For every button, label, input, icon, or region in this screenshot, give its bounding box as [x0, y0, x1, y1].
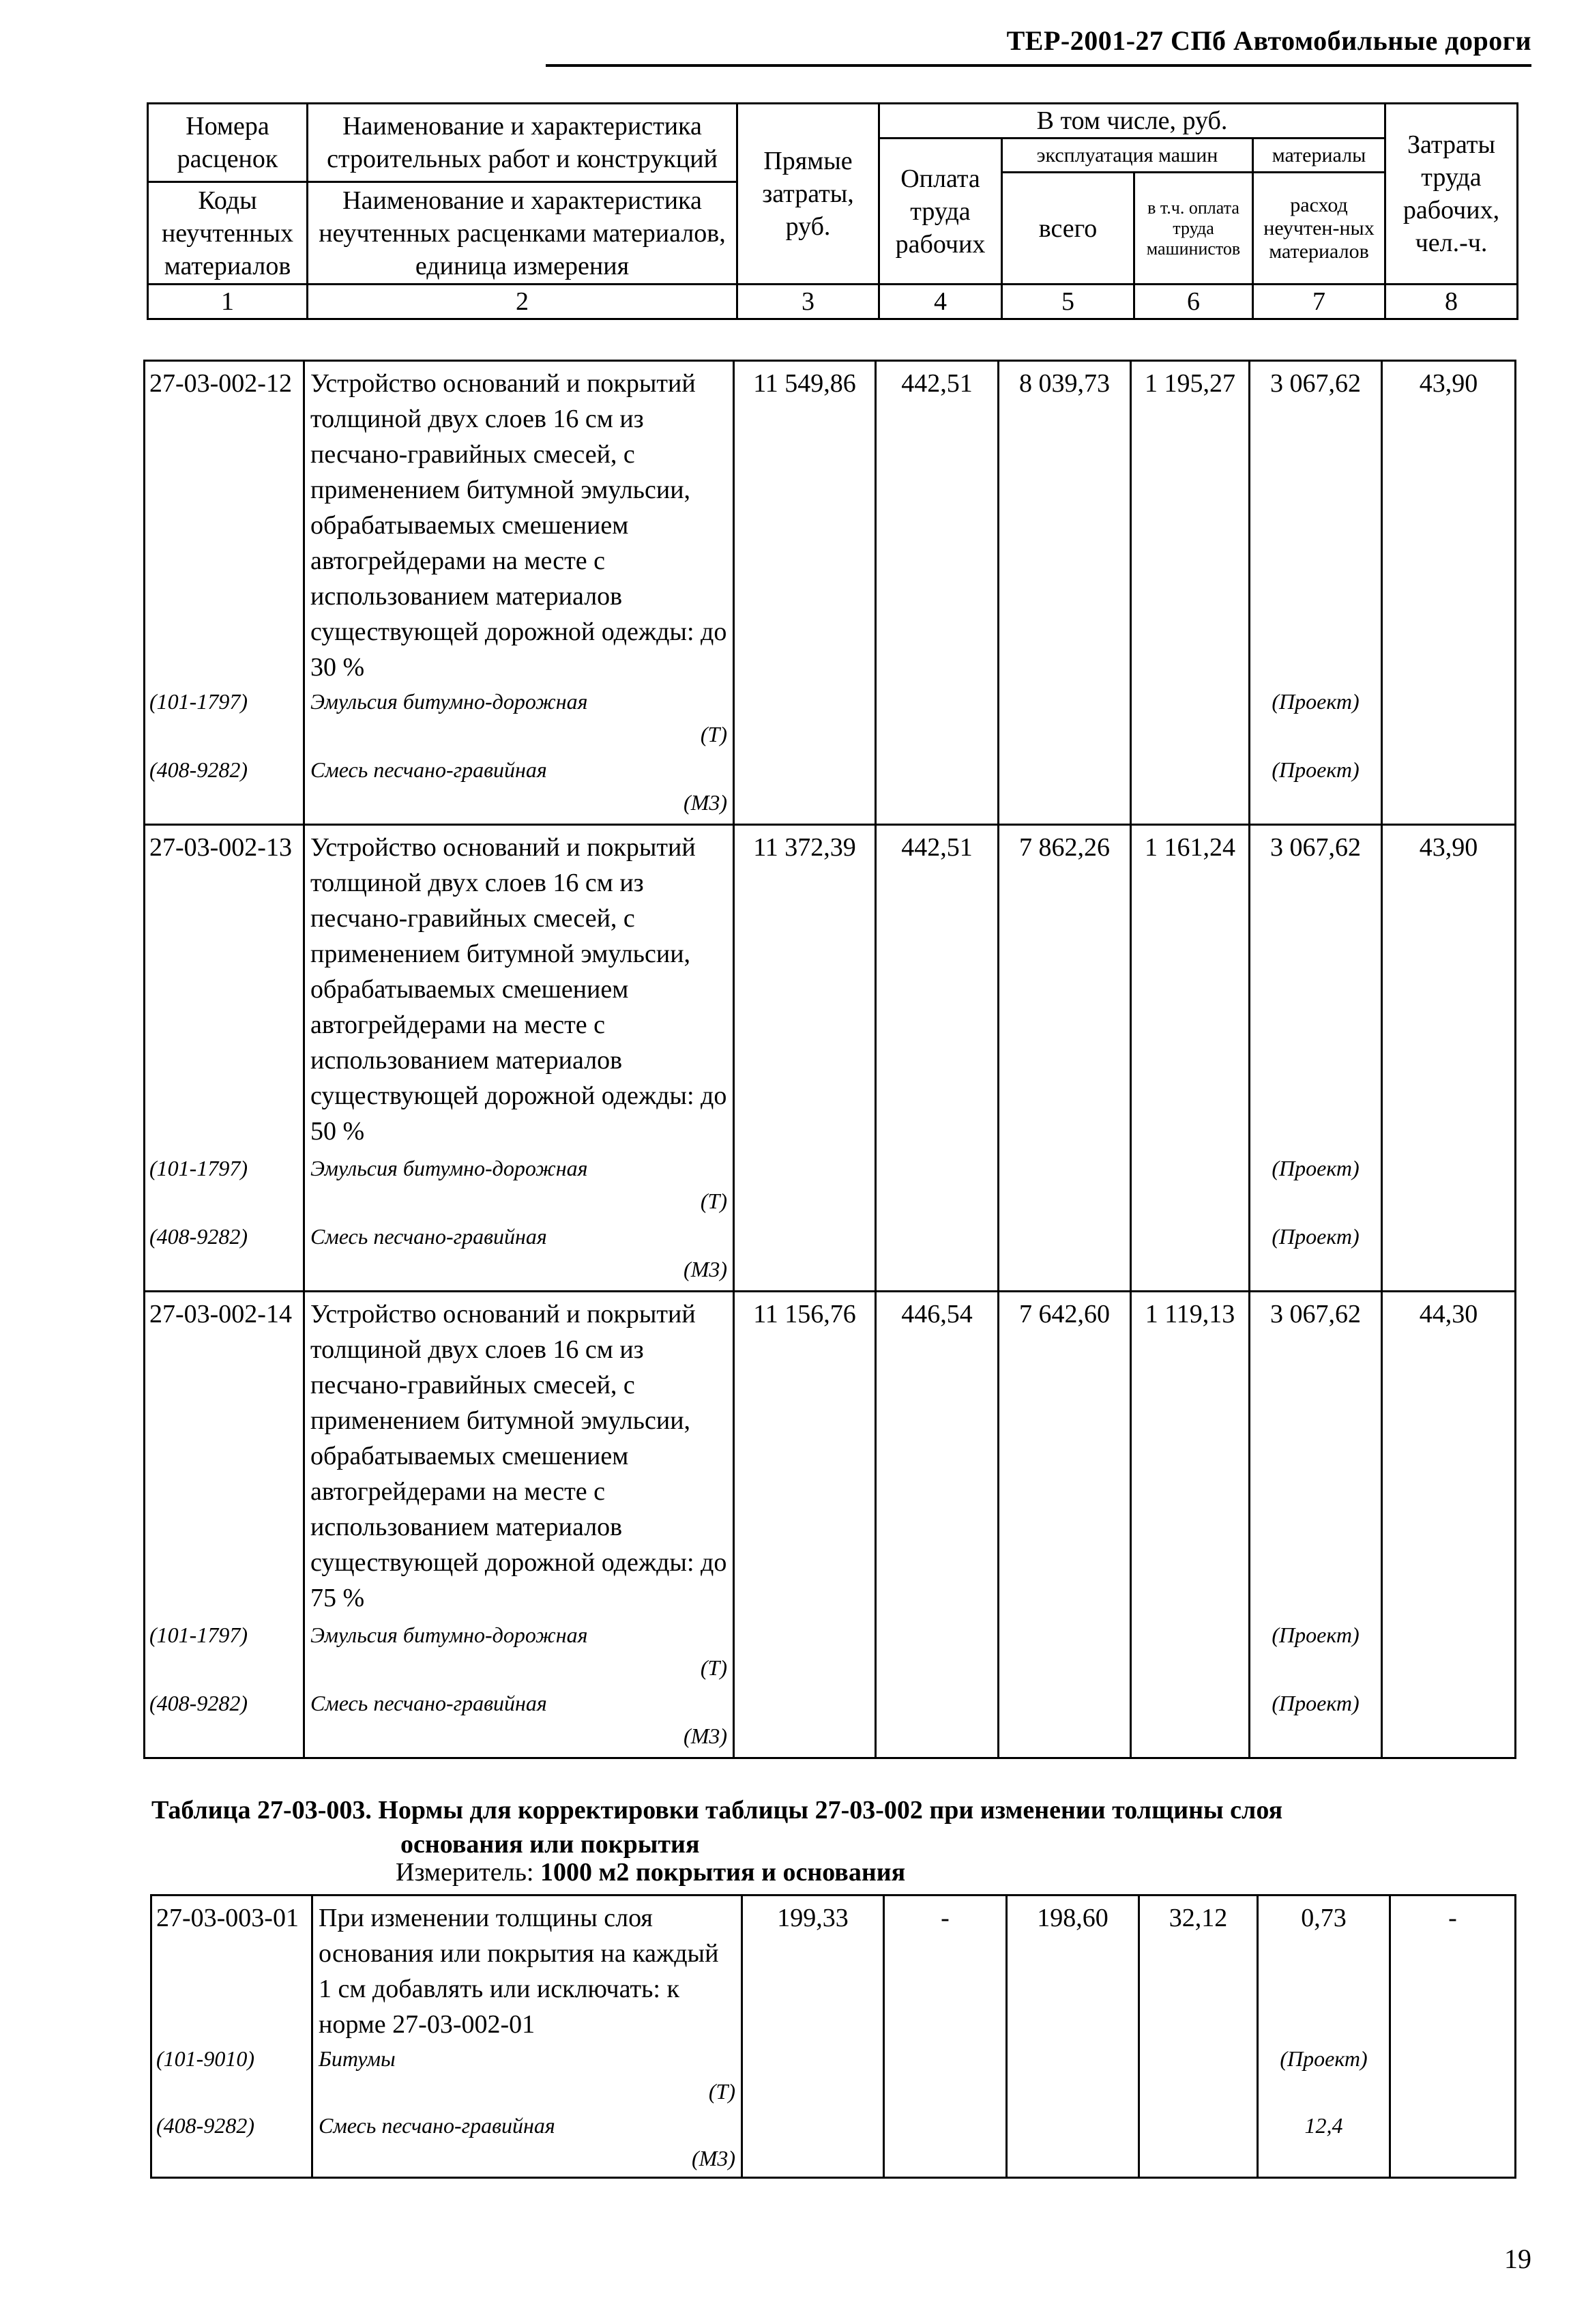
measure-line: [396, 1857, 905, 1887]
material-code: (408-9282): [151, 2109, 312, 2177]
col-materials-name-header: Наименование и характеристика неучтенных расценками материалов, единица измерения: [308, 182, 737, 285]
col-materials-sub-header: расход неучтен-ных материалов: [1253, 173, 1385, 285]
machines-total: 8 039,73: [999, 361, 1131, 686]
col-num-3: 3: [737, 285, 879, 319]
material-name: Смесь песчано-гравийная: [319, 2113, 555, 2138]
labor-hours: 44,30: [1382, 1291, 1516, 1618]
rates-table: [143, 360, 1516, 1759]
header-rule: [546, 64, 1531, 67]
material-code: (408-9282): [145, 1220, 304, 1291]
col-num-4: 4: [879, 285, 1002, 319]
direct-cost: 199,33: [742, 1895, 884, 2043]
material-name: Эмульсия битумно-дорожная: [310, 1623, 588, 1647]
material-code: (408-9282): [145, 1687, 304, 1758]
labor-pay: 442,51: [876, 824, 999, 1152]
material-value: (Проект): [1280, 2046, 1368, 2071]
material-name: Эмульсия битумно-дорожная: [310, 1156, 588, 1180]
labor-pay: -: [884, 1895, 1007, 2043]
machines-labor: 1 119,13: [1131, 1291, 1250, 1618]
material-unit: (М3): [684, 1724, 727, 1748]
material-unit: (Т): [708, 2079, 735, 2104]
col-num-8: 8: [1385, 285, 1518, 319]
material-row: [145, 1152, 1516, 1220]
material-row: [145, 1220, 1516, 1291]
materials-cost: 0,73: [1258, 1895, 1390, 2043]
table-row: [145, 1291, 1516, 1618]
direct-cost: 11 372,39: [734, 824, 876, 1152]
column-header-table: [147, 102, 1518, 320]
section-title-line2: основания или покрытия: [400, 1830, 700, 1859]
machines-labor: 32,12: [1139, 1895, 1258, 2043]
col-machines-total-header: всего: [1002, 173, 1134, 285]
material-unit: (М3): [692, 2146, 735, 2170]
document-header: ТЕР-2001-27 СПб Автомобильные дороги: [1006, 25, 1531, 56]
col-materials-header: материалы: [1253, 139, 1385, 173]
col-number-header: Номера расценок: [148, 104, 308, 182]
material-value: (Проект): [1272, 1156, 1360, 1180]
material-row: [145, 753, 1516, 824]
material-value: 12,4: [1304, 2113, 1343, 2138]
material-code: (101-9010): [151, 2042, 312, 2109]
table-row: [145, 361, 1516, 686]
col-num-6: 6: [1134, 285, 1253, 319]
page-number: 19: [1504, 2243, 1531, 2274]
col-including-header: В том числе, руб.: [879, 104, 1385, 139]
col-labor-pay-header: Оплата труда рабочих: [879, 139, 1002, 285]
material-name: Битумы: [319, 2046, 396, 2071]
measure-prefix: Измеритель:: [396, 1858, 540, 1887]
correction-table: [150, 1894, 1516, 2179]
material-unit: (Т): [700, 1655, 727, 1680]
labor-hours: 43,90: [1382, 361, 1516, 686]
col-num-7: 7: [1253, 285, 1385, 319]
direct-cost: 11 156,76: [734, 1291, 876, 1618]
machines-total: 7 642,60: [999, 1291, 1131, 1618]
material-code: (101-1797): [145, 685, 304, 753]
machines-labor: 1 161,24: [1131, 824, 1250, 1152]
rate-code: 27-03-002-13: [145, 824, 304, 1152]
table-row: [145, 824, 1516, 1152]
rate-code: 27-03-002-14: [145, 1291, 304, 1618]
material-name: Смесь песчано-гравийная: [310, 1691, 547, 1715]
material-unit: (Т): [700, 722, 727, 746]
materials-cost: 3 067,62: [1250, 824, 1382, 1152]
rate-description: Устройство оснований и покрытий толщиной двух слоев 16 см из песчано-гравийных смесей, с применением битумной эмульсии, обрабатываемых смешением автогрейдерами на месте с использованием материалов существующей дорожной одежды: до 30 %: [304, 361, 734, 686]
labor-pay: 446,54: [876, 1291, 999, 1618]
material-value: (Проект): [1272, 689, 1360, 714]
col-direct-header: Прямые затраты, руб.: [737, 104, 879, 285]
col-machines-header: эксплуатация машин: [1002, 139, 1253, 173]
material-value: (Проект): [1272, 1691, 1360, 1715]
material-row: [151, 2109, 1516, 2177]
col-machines-labor-header: в т.ч. оплата труда машинистов: [1134, 173, 1253, 285]
direct-cost: 11 549,86: [734, 361, 876, 686]
machines-labor: 1 195,27: [1131, 361, 1250, 686]
section-title-line1: Таблица 27-03-003. Нормы для корректировки таблицы 27-03-002 при изменении толщины слоя: [151, 1796, 1283, 1825]
table-row: [151, 1895, 1516, 2043]
labor-pay: 442,51: [876, 361, 999, 686]
machines-total: 198,60: [1007, 1895, 1139, 2043]
rate-code: 27-03-002-12: [145, 361, 304, 686]
col-name-header: Наименование и характеристика строительных работ и конструкций: [308, 104, 737, 182]
rate-code: 27-03-003-01: [151, 1895, 312, 2043]
material-code: (101-1797): [145, 1618, 304, 1687]
material-row: [145, 1618, 1516, 1687]
material-unit: (М3): [684, 1257, 727, 1281]
machines-total: 7 862,26: [999, 824, 1131, 1152]
materials-cost: 3 067,62: [1250, 361, 1382, 686]
material-value: (Проект): [1272, 757, 1360, 782]
material-unit: (М3): [684, 790, 727, 815]
col-codes-header: Коды неучтенных материалов: [148, 182, 308, 285]
labor-hours: 43,90: [1382, 824, 1516, 1152]
rate-description: Устройство оснований и покрытий толщиной двух слоев 16 см из песчано-гравийных смесей, с применением битумной эмульсии, обрабатываемых смешением автогрейдерами на месте с использованием материалов существующей дорожной одежды: до 75 %: [304, 1291, 734, 1618]
material-name: Смесь песчано-гравийная: [310, 1224, 547, 1249]
material-row: [151, 2042, 1516, 2109]
material-row: [145, 1687, 1516, 1758]
materials-cost: 3 067,62: [1250, 1291, 1382, 1618]
material-unit: (Т): [700, 1189, 727, 1213]
col-labor-hours-header: Затраты труда рабочих, чел.-ч.: [1385, 104, 1518, 285]
material-code: (408-9282): [145, 753, 304, 824]
col-num-2: 2: [308, 285, 737, 319]
rate-description: При изменении толщины слоя основания или покрытия на каждый 1 см добавлять или исключать: к норме 27-03-002-01: [312, 1895, 742, 2043]
material-row: [145, 685, 1516, 753]
material-value: (Проект): [1272, 1623, 1360, 1647]
col-num-1: 1: [148, 285, 308, 319]
material-value: (Проект): [1272, 1224, 1360, 1249]
measure-value: 1000 м2 покрытия и основания: [540, 1858, 906, 1887]
rate-description: Устройство оснований и покрытий толщиной двух слоев 16 см из песчано-гравийных смесей, с применением битумной эмульсии, обрабатываемых смешением автогрейдерами на месте с использованием материалов существующей дорожной одежды: до 50 %: [304, 824, 734, 1152]
col-num-5: 5: [1002, 285, 1134, 319]
section-title: [151, 1793, 1448, 1861]
labor-hours: -: [1390, 1895, 1516, 2043]
material-code: (101-1797): [145, 1152, 304, 1220]
material-name: Смесь песчано-гравийная: [310, 757, 547, 782]
material-name: Эмульсия битумно-дорожная: [310, 689, 588, 714]
